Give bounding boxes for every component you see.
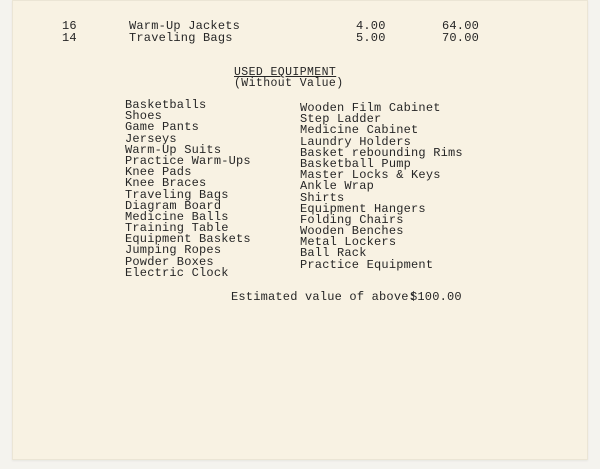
equipment-list-left (125, 99, 251, 278)
list-item: Laundry Holders (300, 134, 412, 149)
document-page (12, 0, 588, 460)
row-total: 64.00 (442, 19, 480, 33)
estimate-label: Estimated value of above: (231, 290, 417, 304)
row-unit-price: 4.00 (356, 19, 386, 33)
list-item: Ball Rack (300, 246, 367, 261)
list-item: Powder Boxes (125, 254, 214, 269)
list-item: Training Table (125, 221, 229, 236)
list-item: Practice Equipment (300, 257, 434, 272)
list-item: Master Locks & Keys (300, 168, 441, 183)
section-subtitle: (Without Value) (234, 77, 344, 90)
list-item: Equipment Baskets (125, 232, 251, 247)
list-item: Ankle Wrap (300, 179, 375, 194)
list-item: Knee Braces (125, 176, 207, 191)
list-item: Warm-Up Suits (125, 142, 222, 157)
list-item: Game Pants (125, 120, 200, 135)
list-item: Electric Clock (125, 265, 229, 280)
list-item: Wooden Benches (300, 224, 404, 239)
list-item: Metal Lockers (300, 235, 397, 250)
list-item: Folding Chairs (300, 212, 404, 227)
row-item: Traveling Bags (129, 31, 233, 45)
row-unit-price: 5.00 (356, 31, 386, 45)
row-item: Warm-Up Jackets (129, 19, 241, 33)
row-total: 70.00 (442, 31, 480, 45)
list-item: Jerseys (125, 131, 177, 146)
list-item: Practice Warm-Ups (125, 153, 251, 168)
list-item: Basket rebounding Rims (300, 145, 463, 160)
list-item: Medicine Cabinet (300, 123, 419, 138)
list-item: Medicine Balls (125, 209, 229, 224)
list-item: Basketballs (125, 98, 207, 112)
row-qty: 14 (62, 31, 77, 45)
list-item: Equipment Hangers (300, 201, 426, 216)
list-item: Traveling Bags (125, 187, 229, 202)
list-item: Knee Pads (125, 165, 192, 180)
list-item: Step Ladder (300, 112, 382, 127)
list-item: Shirts (300, 190, 345, 205)
list-item: Shoes (125, 109, 163, 124)
list-item: Jumping Ropes (125, 243, 222, 258)
equipment-list-right (300, 102, 463, 270)
section-title: USED EQUIPMENT (234, 66, 337, 79)
list-item: Diagram Board (125, 198, 222, 213)
list-item: Wooden Film Cabinet (300, 101, 441, 115)
estimate-value: $100.00 (410, 290, 462, 304)
list-item: Basketball Pump (300, 156, 412, 171)
row-qty: 16 (62, 19, 77, 33)
